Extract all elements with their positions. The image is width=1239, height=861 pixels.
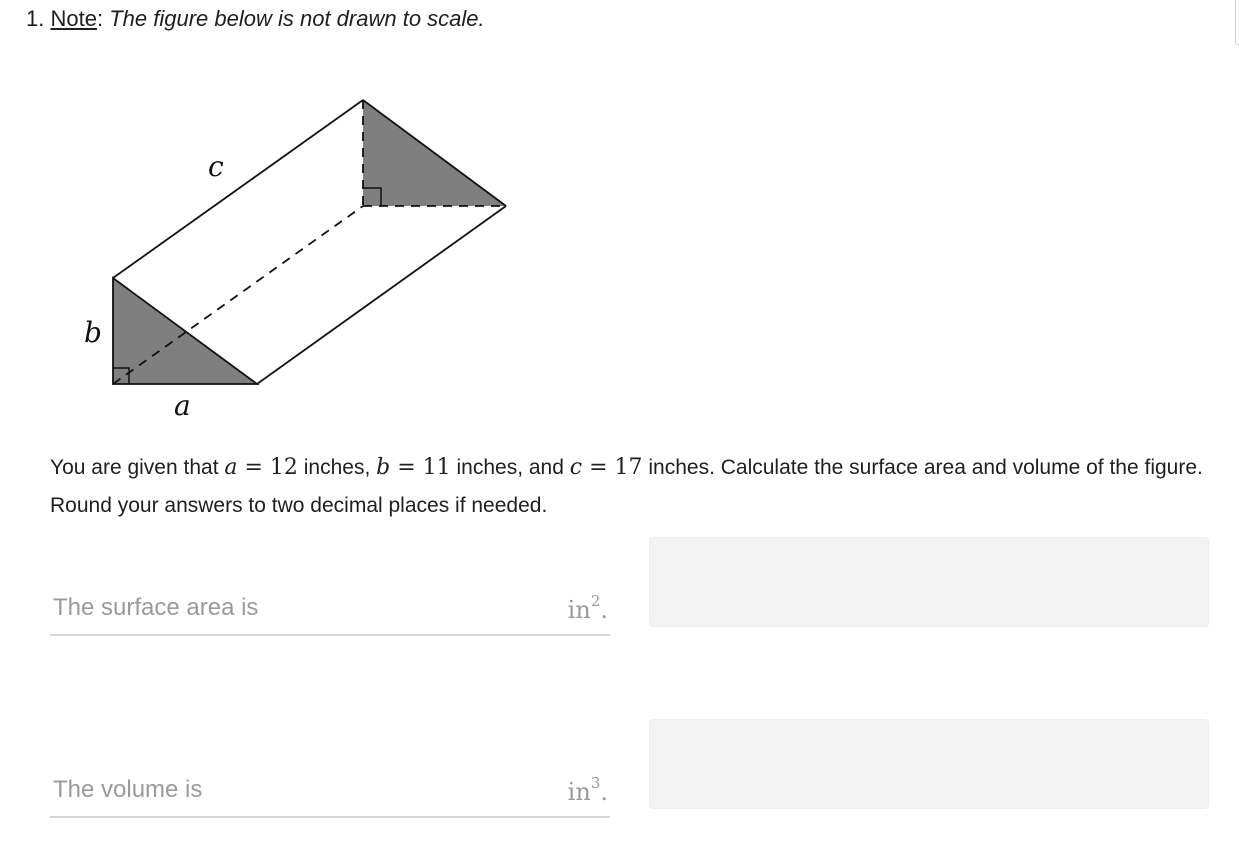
edge-hypotenuse-length (257, 206, 506, 384)
volume-unit-exponent: 3 (590, 774, 601, 792)
question-number: 1. (26, 6, 45, 31)
label-b: b (84, 316, 102, 349)
note-text: The figure below is not drawn to scale. (109, 6, 485, 31)
volume-unit (567, 774, 608, 806)
prism-diagram (70, 90, 530, 430)
volume-row (50, 772, 610, 818)
surface-unit-exponent: 2 (590, 592, 601, 610)
value-a: 12 (269, 455, 298, 480)
problem-text-4: inches. Calculate the surface area and volume of the figure. Round your answers to two decimal places if needed. (50, 456, 1203, 517)
surface-area-row (50, 590, 610, 636)
surface-area-unit (567, 592, 608, 624)
surface-unit-base: in (567, 596, 591, 624)
math-c (570, 455, 643, 480)
surface-area-input[interactable] (649, 537, 1209, 627)
edge-top-length (113, 100, 363, 278)
equals-a: = (244, 455, 263, 480)
volume-unit-period: . (600, 778, 608, 806)
var-a: a (224, 455, 238, 480)
question-heading (26, 6, 485, 32)
volume-input[interactable] (649, 719, 1209, 809)
equals-c: = (589, 455, 608, 480)
label-c: c (208, 150, 224, 183)
panel-edge (1235, 0, 1239, 45)
prism-figure (70, 90, 530, 430)
value-c: 17 (614, 455, 643, 480)
surface-unit-period: . (600, 596, 608, 624)
problem-text-3: inches, and (450, 456, 570, 479)
var-b: b (376, 455, 391, 480)
problem-text-1: You are given that (50, 456, 225, 479)
math-a (224, 455, 298, 480)
problem-text-2: inches, (297, 456, 377, 479)
equals-b: = (397, 455, 416, 480)
problem-statement (50, 449, 1210, 525)
note-label: Note (50, 6, 97, 31)
value-b: 11 (422, 455, 451, 480)
front-triangle-face (113, 278, 257, 384)
math-b (376, 455, 451, 480)
volume-label: The volume is (53, 776, 203, 803)
note-separator: : (96, 6, 104, 31)
surface-area-label: The surface area is (53, 594, 259, 621)
var-c: c (569, 455, 583, 480)
volume-unit-base: in (567, 778, 591, 806)
label-a: a (174, 389, 191, 422)
